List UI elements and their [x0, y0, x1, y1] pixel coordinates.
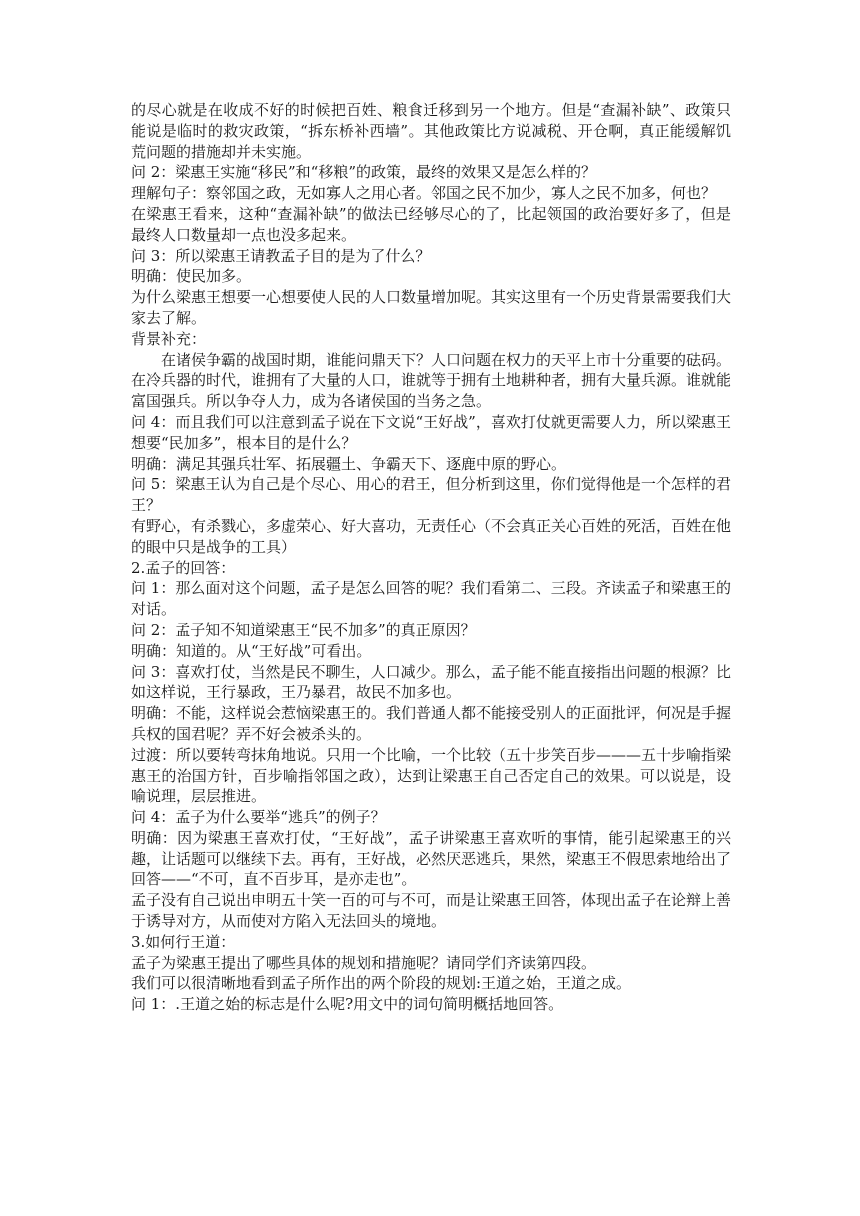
document-body: [131, 100, 731, 1015]
question-heading: 问 3：喜欢打仗，当然是民不聊生，人口减少。那么，孟子能不能直接指出问题的根源？比如这样说，王行暴政，王乃暴君，故民不加多也。: [131, 662, 731, 702]
question-heading: 问 2：孟子知不知道梁惠王“民不加多”的真正原因？: [131, 620, 476, 639]
paragraph: 有野心，有杀戮心，多虚荣心、好大喜功，无责任心（不会真正关心百姓的死活，百姓在他的眼中只是战争的工具）: [131, 516, 732, 556]
question-heading: 问 1：.王道之始的标志是什么呢?用文中的词句简明概括地回答。: [131, 995, 564, 1014]
section-heading: 3.如何行王道：: [131, 932, 236, 951]
section-heading: 2.孟子的回答：: [131, 558, 236, 577]
paragraph: 的尽心就是在收成不好的时候把百姓、粮食迁移到另一个地方。但是“查漏补缺”、政策只能说是临时的救灾政策，“拆东桥补西墙”。其他政策比方说减税、开仓啊，真正能缓解饥荒问题的措施却并未实施。: [131, 101, 731, 161]
paragraph: 为什么梁惠王想要一心想要使人民的人口数量增加呢。其实这里有一个历史背景需要我们大家去了解。: [131, 288, 732, 327]
answer-line: 明确：不能，这样说会惹恼梁惠王的。我们普通人都不能接受别人的正面批评，何况是手握兵权的国君呢？弄不好会被杀头的。: [131, 704, 732, 743]
paragraph: 在梁惠王看来，这种“查漏补缺”的做法已经够尽心的了，比起领国的政治要好多了，但是最终人口数量却一点也没多起来。: [131, 204, 731, 244]
answer-line: 明确：知道的。从“王好战”可看出。: [131, 641, 372, 660]
section-label: 背景补充：: [131, 329, 207, 348]
question-heading: 问 2：梁惠王实施“移民”和“移粮”的政策，最终的效果又是怎么样的？: [131, 163, 596, 182]
paragraph: 孟子没有自己说出申明五十笑一百的可与不可，而是让梁惠王回答，体现出孟子在论辩上善于诱导对方，从而使对方陷入无法回头的境地。: [131, 891, 732, 931]
paragraph: 我们可以很清晰地看到孟子所作出的两个阶段的规划:王道之始，王道之成。: [131, 974, 632, 993]
question-heading: 问 4：而且我们可以注意到孟子说在下文说“王好战”，喜欢打仗就更需要人力，所以梁惠王想要“民加多”，根本目的是什么？: [131, 412, 731, 452]
answer-line: 明确：满足其强兵壮军、拓展疆土、争霸天下、逐鹿中原的野心。: [131, 454, 567, 473]
question-heading: 问 3：所以梁惠王请教孟子目的是为了什么？: [131, 246, 431, 265]
paragraph: 理解句子：察邻国之政，无如寡人之用心者。邻国之民不加少，寡人之民不加多，何也？: [131, 184, 717, 203]
question-heading: 问 4：孟子为什么要举“逃兵”的例子？: [131, 808, 386, 827]
paragraph: 孟子为梁惠王提出了哪些具体的规划和措施呢？请同学们齐读第四段。: [131, 953, 597, 972]
question-heading: 问 5：梁惠王认为自己是个尽心、用心的君王，但分析到这里，你们觉得他是一个怎样的君王？: [131, 475, 731, 515]
paragraph: 过渡：所以要转弯抹角地说。只用一个比喻，一个比较（五十步笑百步———五十步喻指梁惠王的治国方针，百步喻指邻国之政），达到让梁惠王自己否定自己的效果。可以说是，设喻说理，层层推进。: [131, 745, 732, 806]
answer-line: 明确：因为梁惠王喜欢打仗，“王好战”，孟子讲梁惠王喜欢听的事情，能引起梁惠王的兴趣，让话题可以继续下去。再有，王好战，必然厌恶逃兵，果然，梁惠王不假思索地给出了回答——“不可，直不百步耳，是亦走也”。: [131, 828, 732, 889]
question-heading: 问 1：那么面对这个问题，孟子是怎么回答的呢？我们看第二、三段。齐读孟子和梁惠王的对话。: [131, 579, 731, 619]
answer-line: 明确：使民加多。: [131, 267, 252, 286]
paragraph: 在诸侯争霸的战国时期，谁能问鼎天下？人口问题在权力的天平上市十分重要的砝码。在冷兵器的时代，谁拥有了大量的人口，谁就等于拥有土地耕种者，拥有大量兵源。谁就能富国强兵。所以争夺人力，成为各诸侯国的当务之急。: [131, 350, 732, 411]
